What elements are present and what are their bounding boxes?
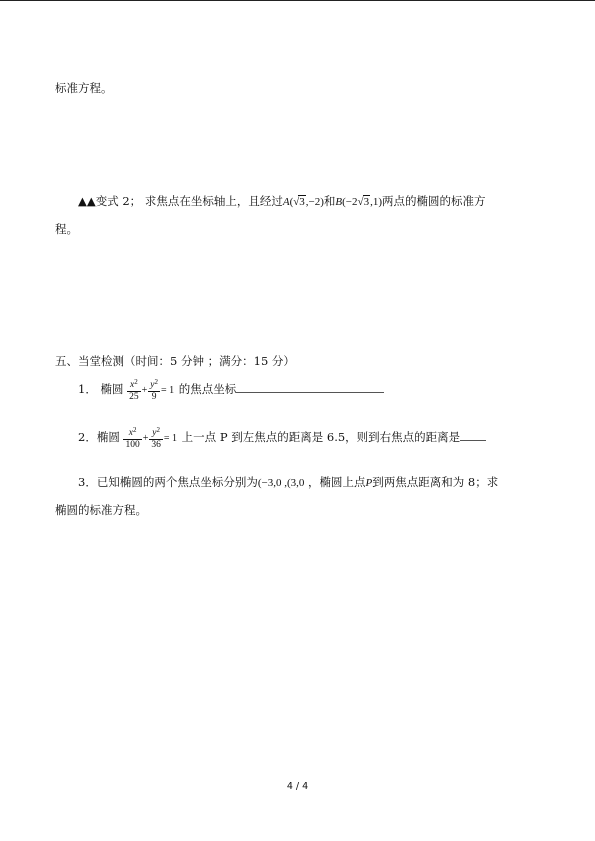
point-b-open: (−2 (342, 196, 358, 208)
q1-y-var: y (150, 380, 155, 390)
q1-prefix: 椭圆 (100, 382, 124, 396)
q1-y-exp: 2 (154, 378, 158, 386)
q3-point-p: P (365, 477, 373, 489)
point-a-root: 3 (299, 196, 305, 208)
q3-number: 3． (78, 475, 97, 489)
variant2-prefix: ▲▲变式 2； 求焦点在坐标轴上，且经过 (78, 194, 283, 208)
variant2-line (78, 193, 485, 209)
q2-plus: + (142, 432, 149, 444)
q2-y-var: y (152, 428, 157, 438)
q2-y-den: 36 (151, 440, 161, 450)
q1-fraction-y (148, 377, 160, 403)
point-b-label: B (335, 196, 343, 208)
top-border-rule (0, 0, 595, 1)
point-b-rest: ,1) (370, 196, 382, 208)
sqrt-sign: √ (293, 196, 300, 208)
q2-suffix: 上一点 P 到左焦点的距离是 6.5，则到右焦点的距离是 (181, 430, 461, 444)
q2-prefix: 椭圆 (96, 430, 120, 444)
question-3 (78, 474, 498, 490)
q2-fraction-y (149, 425, 163, 451)
q3-focus-2: (3,0 (286, 477, 305, 489)
continuation-text: 标准方程。 (55, 81, 113, 95)
q2-x-exp: 2 (132, 426, 137, 434)
page-number: 4 / 4 (286, 781, 309, 792)
variant2-wrap: 程。 (55, 222, 78, 236)
q2-x-var: x (128, 428, 133, 438)
q1-plus: + (141, 384, 148, 396)
q1-x-exp: 2 (134, 378, 138, 386)
q2-y-exp: 2 (156, 426, 160, 434)
q1-fraction-x (127, 377, 141, 403)
q3-suffix: 到两焦点距离和为 8；求 (372, 475, 499, 489)
q1-answer-blank[interactable] (236, 382, 384, 393)
q2-x-den: 100 (125, 440, 140, 450)
variant2-suffix: 两点的椭圆的标准方 (381, 194, 486, 208)
q3-focus-1: (−3,0 (257, 477, 282, 489)
q2-number: 2． (78, 430, 97, 444)
point-a-label: A (282, 196, 290, 208)
q1-x-den: 25 (129, 392, 139, 402)
question-1 (78, 377, 384, 403)
q3-middle: ，椭圆上点 (304, 475, 366, 489)
sqrt-sign: √ (357, 196, 364, 208)
q2-answer-blank[interactable] (460, 430, 486, 441)
q1-suffix: 的焦点坐标 (178, 382, 237, 396)
q1-y-den: 9 (151, 392, 157, 402)
q2-fraction-x (123, 425, 141, 451)
q3-prefix: 已知椭圆的两个焦点坐标分别为 (96, 475, 258, 489)
point-b-root: 3 (363, 196, 370, 208)
q1-number: 1． (78, 382, 97, 396)
section5-heading: 五、当堂检测（时间：5 分钟 ；满分：15 分） (55, 354, 295, 368)
q2-equals: = 1 (163, 432, 178, 444)
q3-separator: , (281, 477, 287, 489)
question-3-wrap: 椭圆的标准方程。 (55, 503, 147, 517)
q1-equals: = 1 (161, 384, 175, 396)
point-a-open: ( (289, 196, 294, 208)
variant2-connector: 和 (323, 194, 336, 208)
question-2 (78, 425, 486, 451)
q1-x-var: x (130, 380, 135, 390)
point-a-rest: ,−2) (305, 196, 324, 208)
